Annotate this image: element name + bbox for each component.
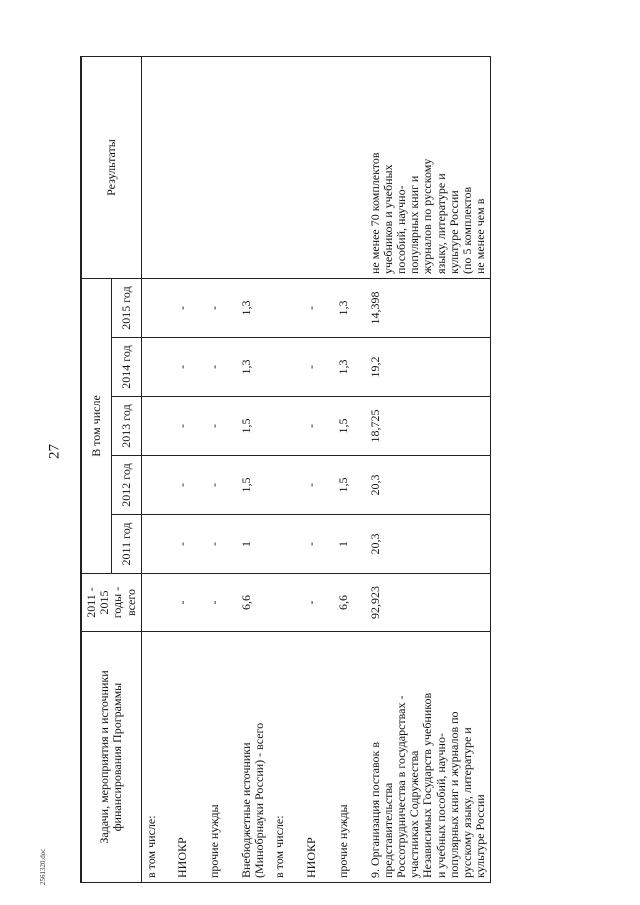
row-2011: [270, 515, 302, 574]
item-9-total: 92,923: [366, 574, 491, 632]
row-2013: -: [205, 397, 237, 456]
row-label: прочие нужды: [334, 632, 366, 883]
row-total: 6,6: [237, 574, 269, 632]
row-2013: [141, 397, 173, 456]
row-2015: 1,3: [237, 278, 269, 337]
row-2014: [270, 338, 302, 397]
rotated-table-frame: [80, 56, 634, 883]
row-2012: [141, 456, 173, 515]
row-2015: [141, 278, 173, 337]
header-task: Задачи, мероприятия и источники финансирования Программы: [81, 632, 141, 883]
row-2012: -: [302, 456, 334, 515]
table-row: [270, 56, 302, 882]
item-9-label: 9. Организация поставок в представительства Россотрудничества в государствах - участниках Содружества Независимых Государств учебников и учебных пособий, научно- популярных книг и журналов по русскому языку, литературе и культуре России: [366, 632, 491, 883]
item-9-2014: 19,2: [366, 338, 491, 397]
header-results: Результаты: [81, 56, 141, 278]
table-row: [173, 56, 205, 882]
header-year-2015: 2015 год: [111, 278, 141, 337]
row-2012: 1,5: [237, 456, 269, 515]
row-2015: -: [173, 278, 205, 337]
header-including: В том числе: [81, 278, 111, 573]
row-2012: -: [173, 456, 205, 515]
row-label: в том числе:: [141, 632, 173, 883]
row-label: Внебюджетные источники (Минобрнауки России) - всего: [237, 632, 269, 883]
row-2011: [141, 515, 173, 574]
item-9-2012: 20,3: [366, 456, 491, 515]
row-2013: -: [173, 397, 205, 456]
row-total: -: [173, 574, 205, 632]
row-2014: 1,3: [334, 338, 366, 397]
row-label: в том числе:: [270, 632, 302, 883]
row-2014: -: [205, 338, 237, 397]
item-9-2015: 14,398: [366, 278, 491, 337]
row-2014: -: [173, 338, 205, 397]
header-year-2014: 2014 год: [111, 338, 141, 397]
row-2012: 1,5: [334, 456, 366, 515]
row-2013: [270, 397, 302, 456]
header-year-2012: 2012 год: [111, 456, 141, 515]
row-2015: -: [302, 278, 334, 337]
table-row: [205, 56, 237, 882]
header-year-2011: 2011 год: [111, 515, 141, 574]
row-total: [141, 574, 173, 632]
footer-file-name: 2561320.doc: [39, 848, 47, 885]
row-2011: -: [173, 515, 205, 574]
row-result: [173, 56, 205, 278]
table-row: [334, 56, 366, 882]
row-2015: -: [205, 278, 237, 337]
row-2013: -: [302, 397, 334, 456]
header-total: 2011 - 2015 годы - всего: [81, 574, 141, 632]
row-total: -: [302, 574, 334, 632]
row-2011: 1: [237, 515, 269, 574]
row-2013: 1,5: [334, 397, 366, 456]
table-row: [141, 56, 173, 882]
row-2012: [270, 456, 302, 515]
row-result: [237, 56, 269, 278]
table-row: [302, 56, 334, 882]
row-total: 6,6: [334, 574, 366, 632]
row-2011: -: [205, 515, 237, 574]
row-2014: 1,3: [237, 338, 269, 397]
row-result: [205, 56, 237, 278]
program-table: [80, 56, 491, 883]
row-result: [334, 56, 366, 278]
row-2015: 1,3: [334, 278, 366, 337]
row-result: [302, 56, 334, 278]
page-number: 27: [46, 444, 63, 459]
row-2011: -: [302, 515, 334, 574]
row-2013: 1,5: [237, 397, 269, 456]
row-2015: [270, 278, 302, 337]
row-2012: -: [205, 456, 237, 515]
item-9-result: не менее 70 комплектов учебников и учебных пособий, научно- популярных книг и журналов по русскому языку, литературе и культуре России (по 5 комплектов не менее чем в: [366, 56, 491, 278]
table-row-item-9: [366, 56, 491, 882]
row-result: [270, 56, 302, 278]
table-row: [237, 56, 269, 882]
row-result: [141, 56, 173, 278]
row-2014: -: [302, 338, 334, 397]
row-total: [270, 574, 302, 632]
header-year-2013: 2013 год: [111, 397, 141, 456]
row-label: НИОКР: [302, 632, 334, 883]
item-9-2013: 18,725: [366, 397, 491, 456]
row-label: НИОКР: [173, 632, 205, 883]
row-total: -: [205, 574, 237, 632]
row-2011: 1: [334, 515, 366, 574]
row-2014: [141, 338, 173, 397]
item-9-2011: 20,3: [366, 515, 491, 574]
row-label: прочие нужды: [205, 632, 237, 883]
